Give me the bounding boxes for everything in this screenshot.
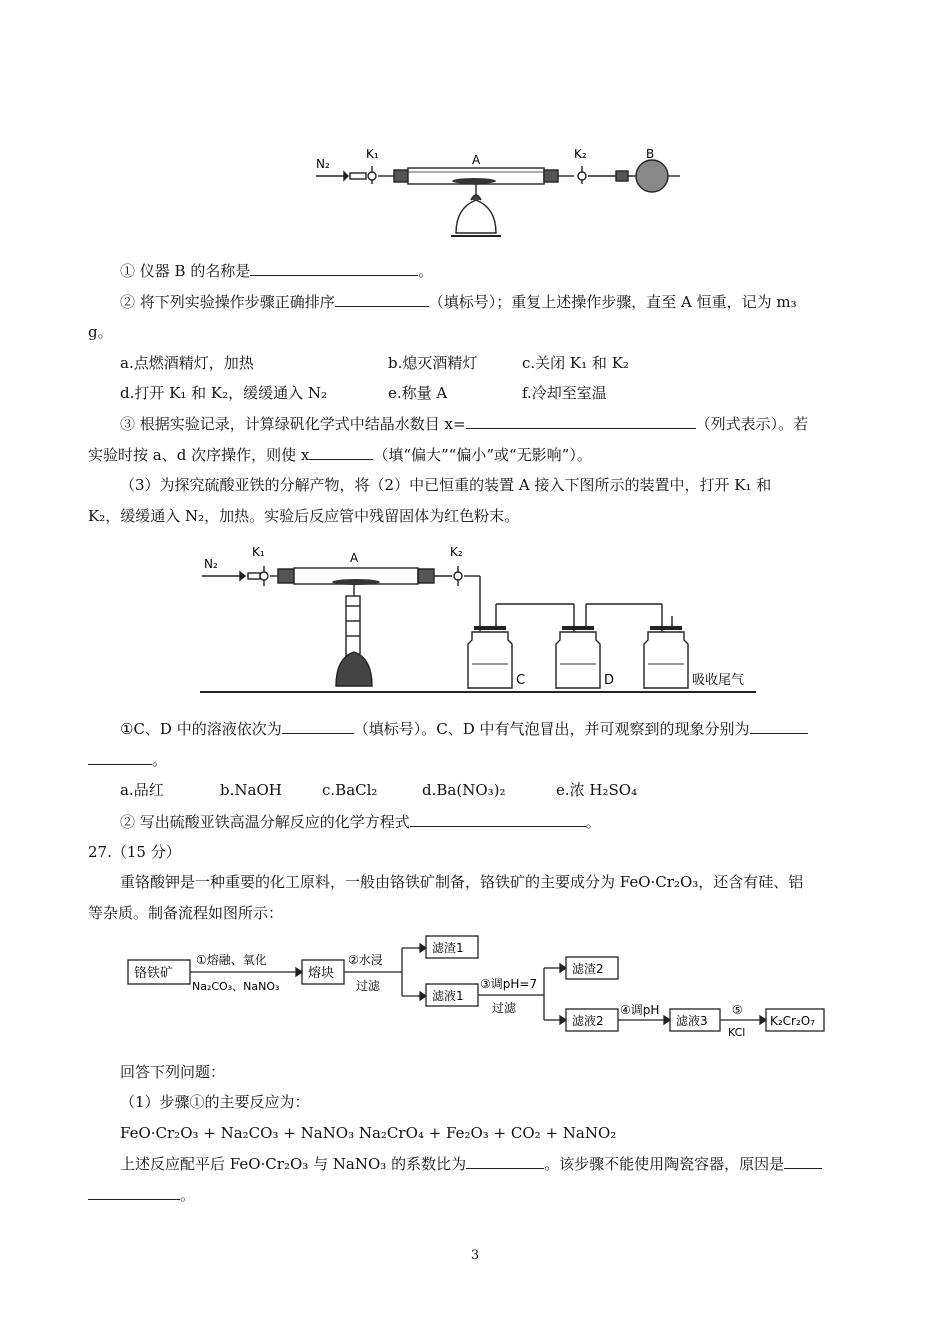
flow-residue2: 滤渣2 xyxy=(572,962,604,976)
flow-kcl: KCl xyxy=(728,1026,746,1039)
answer-question-line: 上述反应配平后 FeO·Cr₂O₃ 与 NaNO₃ 的系数比为 。该步骤不能使用陶瓷容器，原因是 xyxy=(120,1153,822,1174)
q2-option-b: b.熄灭酒精灯 xyxy=(388,354,478,372)
q3b-line1: ①C、D 中的溶液依次为 （填标号）。C、D 中有气泡冒出，并可观察到的现象分别为 xyxy=(120,718,808,739)
flow-filter1: 过滤 xyxy=(356,979,381,993)
q2-line6: 实验时按 a、d 次序操作，则使 x （填“偏大”“偏小”或“无影响”）。 xyxy=(88,446,592,464)
flow-filtrate2: 滤液2 xyxy=(572,1014,604,1028)
fig1-k2-label: K₂ xyxy=(574,147,587,161)
fig1-a-label: A xyxy=(472,153,481,167)
fig2-n2-label: N₂ xyxy=(204,557,218,571)
fig1-n2-label: N₂ xyxy=(316,157,330,171)
reaction-equation: FeO·Cr₂O₃ + Na₂CO₃ + NaNO₃ Na₂CrO₄ + Fe₂O₃ + CO₂ + NaNO₂ xyxy=(120,1124,617,1142)
q3b-option-d: d.Ba(NO₃)₂ xyxy=(422,781,506,799)
apparatus-figure-1 xyxy=(306,138,686,246)
flow-melt: 熔块 xyxy=(308,966,335,981)
q27-intro-line1: 重铬酸钾是一种重要的化工原料，一般由铬铁矿制备，铬铁矿的主要成分为 FeO·Cr₂O₃，还含有硅、铝 xyxy=(120,873,804,891)
answer-blank[interactable] xyxy=(466,1153,544,1169)
q3b-line4: ② 写出硫酸亚铁高温分解反应的化学方程式 。 xyxy=(120,813,601,831)
flow-step1: ①熔融、氧化 xyxy=(196,953,267,967)
flow-filter2: 过滤 xyxy=(492,1001,517,1015)
fig2-c-label: C xyxy=(516,673,526,688)
flow-reagents1: Na₂CO₃、NaNO₃ xyxy=(192,980,280,993)
flow-product: K₂Cr₂O₇ xyxy=(770,1014,816,1028)
fig2-a-label: A xyxy=(350,551,359,565)
flow-step3: ③调pH=7 xyxy=(480,977,538,991)
answer-blank[interactable] xyxy=(335,291,429,307)
fig2-d-label: D xyxy=(604,673,615,688)
apparatus-figure-2 xyxy=(196,536,764,702)
q2-option-d: d.打开 K₁ 和 K₂，缓缓通入 N₂ xyxy=(120,384,328,402)
answer-blank[interactable] xyxy=(88,1184,180,1200)
answer-blank[interactable] xyxy=(309,444,373,460)
answer-blank[interactable] xyxy=(282,718,354,734)
fig2-k2-label: K₂ xyxy=(450,545,463,559)
answer-blank[interactable] xyxy=(466,413,696,429)
q3b-option-b: b.NaOH xyxy=(220,781,282,799)
q2-line3: g。 xyxy=(88,323,113,341)
q3b-option-c: c.BaCl₂ xyxy=(322,781,378,799)
q3b-line2: 。 xyxy=(88,749,167,770)
q3-line2: K₂，缓缓通入 N₂，加热。实验后反应管中残留固体为红色粉末。 xyxy=(88,507,520,525)
fig2-k1-label: K₁ xyxy=(252,545,265,559)
q2-option-e: e.称量 A xyxy=(388,384,448,402)
q3b-option-e: e.浓 H₂SO₄ xyxy=(556,781,638,799)
q27-heading: 27.（15 分） xyxy=(88,843,181,861)
answer-part1: （1）步骤①的主要反应为： xyxy=(120,1093,310,1111)
flow-filtrate3: 滤液3 xyxy=(676,1014,708,1028)
page-number: 3 xyxy=(470,1248,480,1263)
flow-filtrate1: 滤液1 xyxy=(432,989,464,1003)
q3b-option-a: a.品红 xyxy=(120,781,164,799)
answer-blank[interactable] xyxy=(750,718,808,734)
fig1-k1-label: K₁ xyxy=(366,147,379,161)
flow-step2: ②水浸 xyxy=(348,953,383,967)
process-flowchart xyxy=(120,928,840,1044)
q27-intro-line2: 等杂质。制备流程如图所示： xyxy=(88,904,284,922)
flow-ore: 铬铁矿 xyxy=(134,966,174,981)
q2-line1: ① 仪器 B 的名称是 。 xyxy=(120,262,434,280)
q2-line5: ③ 根据实验记录，计算绿矾化学式中结晶水数目 x= （列式表示）。若 xyxy=(120,415,809,433)
flow-residue1: 滤渣1 xyxy=(432,941,464,955)
answer-blank[interactable] xyxy=(250,260,418,276)
q2-option-f: f.冷却至室温 xyxy=(522,384,607,402)
flow-step4: ④调pH xyxy=(620,1003,660,1017)
q2-option-c: c.关闭 K₁ 和 K₂ xyxy=(522,354,629,372)
fig2-tail-label: 吸收尾气 xyxy=(692,673,745,688)
answer-blank[interactable] xyxy=(410,811,586,827)
q3-line1: （3）为探究硫酸亚铁的分解产物，将（2）中已恒重的装置 A 接入下图所示的装置中，打开 K₁ 和 xyxy=(120,476,772,494)
flow-step5: ⑤ xyxy=(732,1003,743,1017)
answer-intro: 回答下列问题： xyxy=(120,1063,226,1081)
answer-question-line2: 。 xyxy=(88,1184,195,1205)
answer-blank[interactable] xyxy=(88,749,152,765)
q2-line2: ② 将下列实验操作步骤正确排序 （填标号）；重复上述操作步骤，直至 A 恒重，记为 m₃ xyxy=(120,293,797,311)
fig1-b-label: B xyxy=(646,147,655,161)
q2-option-a: a.点燃酒精灯，加热 xyxy=(120,354,254,372)
answer-blank[interactable] xyxy=(784,1153,822,1169)
